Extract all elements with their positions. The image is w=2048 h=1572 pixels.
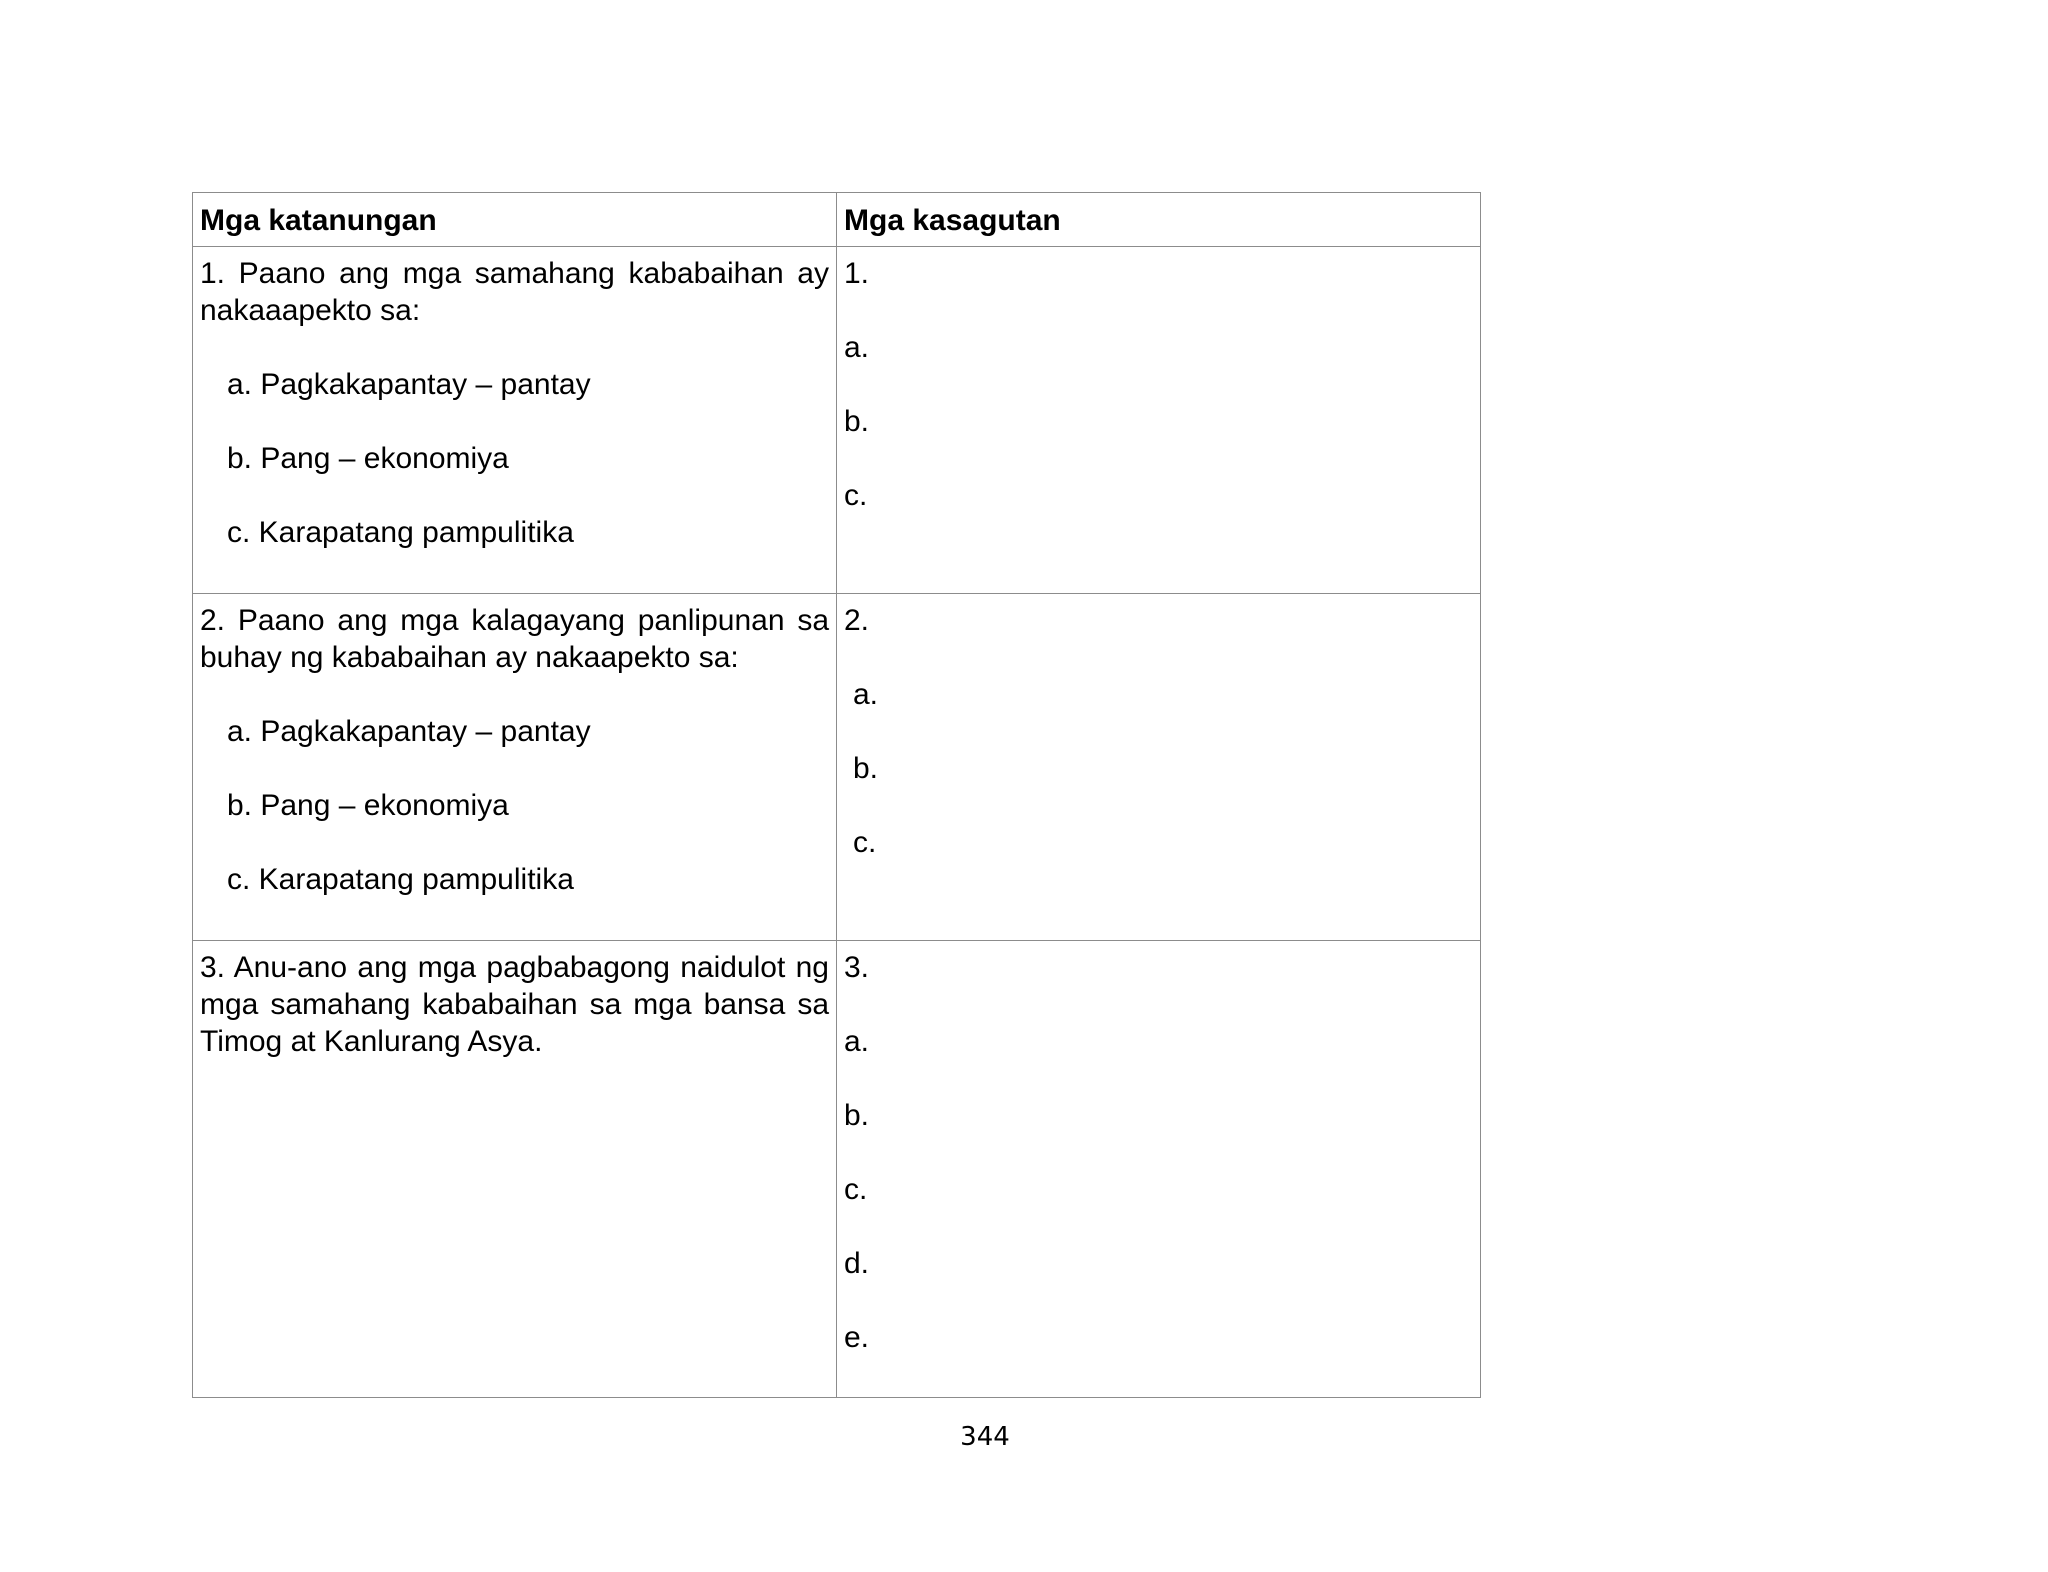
- question-text: 1. Paano ang mga samahang kababaihan ay nakaaapekto sa:: [200, 257, 829, 327]
- answer-number: 2.: [844, 604, 870, 637]
- question-text: 2. Paano ang mga kalagayang panlipunan sa buhay ng kababaihan ay nakaapekto sa:: [200, 604, 829, 674]
- question-cell: [193, 594, 837, 941]
- header-answers: Mga kasagutan: [837, 193, 1481, 247]
- question-option: b. Pang – ekonomiya: [227, 789, 509, 822]
- answer-option: c.: [844, 479, 868, 512]
- answer-option: c.: [844, 1173, 868, 1206]
- question-cell: [193, 247, 837, 594]
- question-option: c. Karapatang pampulitika: [227, 863, 574, 896]
- page-number: 344: [960, 1422, 1010, 1452]
- question-option: a. Pagkakapantay – pantay: [227, 715, 591, 748]
- table-row: [193, 941, 1481, 1398]
- header-questions: Mga katanungan: [193, 193, 837, 247]
- answer-cell[interactable]: [837, 594, 1481, 941]
- table-row: [193, 247, 1481, 594]
- answer-number: 1.: [844, 257, 870, 290]
- answer-cell[interactable]: [837, 941, 1481, 1398]
- answer-option: e.: [844, 1321, 870, 1354]
- table-header-row: [193, 193, 1481, 247]
- answer-option: a.: [853, 678, 879, 711]
- question-option: a. Pagkakapantay – pantay: [227, 368, 591, 401]
- answer-option: b.: [844, 1099, 870, 1132]
- answer-cell[interactable]: [837, 247, 1481, 594]
- question-answer-table: [192, 192, 1481, 1398]
- answer-option: b.: [853, 752, 879, 785]
- answer-option: d.: [844, 1247, 870, 1280]
- answer-option: b.: [844, 405, 870, 438]
- answer-number: 3.: [844, 951, 870, 984]
- answer-option: a.: [844, 331, 870, 364]
- answer-option: a.: [844, 1025, 870, 1058]
- table-row: [193, 594, 1481, 941]
- question-text: 3. Anu-ano ang mga pagbabagong naidulot ng mga samahang kababaihan sa mga bansa sa Timog at Kanlurang Asya.: [200, 951, 829, 1058]
- answer-option: c.: [853, 826, 877, 859]
- question-cell: [193, 941, 837, 1398]
- question-option: c. Karapatang pampulitika: [227, 516, 574, 549]
- question-option: b. Pang – ekonomiya: [227, 442, 509, 475]
